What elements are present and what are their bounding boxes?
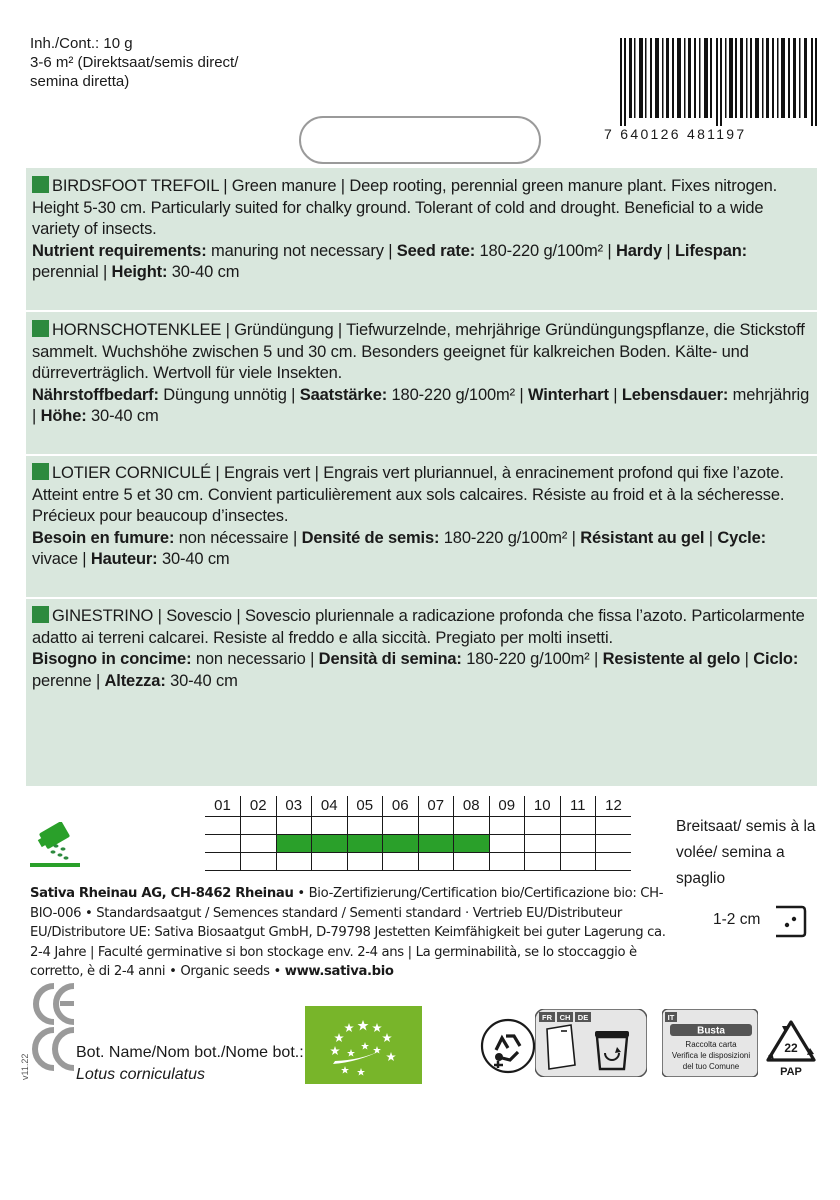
calendar-cell xyxy=(489,834,525,852)
busta-line-3: del tuo Comune xyxy=(682,1062,740,1071)
section-intro: | Sovescio | Sovescio pluriennale a radicazione profonda che fissa l’azoto. Particolarmente adatto ai terreni calcarei. Resiste al freddo e alla siccità. Pregiato per molti insetti. xyxy=(32,607,805,647)
calendar-cell xyxy=(489,852,525,870)
calendar-cell xyxy=(560,816,596,834)
country-tag-ch: CH xyxy=(559,1013,571,1022)
hang-hole xyxy=(299,116,541,164)
busta-line-2: Verifica le disposizioni xyxy=(671,1051,751,1060)
sowing-period-cell xyxy=(347,834,383,852)
calendar-cell xyxy=(418,852,454,870)
sowing-period-cell xyxy=(383,834,419,852)
section-german: HORNSCHOTENKLEE | Gründüngung | Tiefwurzelnde, mehrjährige Gründüngungspflanze, die Stickstoff sammelt. Wuchshöhe zwischen 5 und 30 cm. Besonders geeignet für kalkreichen Boden. Kälte- und dürreverträglich. Wertvoll für viele Insekten. Nährstoffbedarf: Düngung unnötig | Saatstärke: 180-220 g/100m² | Winterhart | Lebensdauer: mehrjährig | Höhe: 30-40 cm xyxy=(32,321,810,425)
sowing-depth: 1-2 cm xyxy=(713,911,761,928)
calendar-cell xyxy=(489,816,525,834)
calendar-cell xyxy=(596,816,632,834)
sowing-calendar xyxy=(205,796,631,871)
green-square-marker xyxy=(32,606,49,623)
calendar-cell xyxy=(312,852,348,870)
broadcast-sowing-icon xyxy=(30,822,80,868)
calendar-cell xyxy=(205,852,241,870)
calendar-cell xyxy=(312,816,348,834)
busta-line-1: Raccolta carta xyxy=(685,1040,737,1049)
month-label: 09 xyxy=(489,796,525,816)
section-title: GINESTRINO xyxy=(52,607,154,625)
sowing-period-cell xyxy=(454,834,490,852)
month-label: 06 xyxy=(383,796,419,816)
recycle-icon xyxy=(480,1018,536,1074)
month-label: 08 xyxy=(454,796,490,816)
calendar-cell xyxy=(525,834,561,852)
italian-paper-recycling-label xyxy=(662,1009,758,1077)
month-label: 04 xyxy=(312,796,348,816)
section-title: HORNSCHOTENKLEE xyxy=(52,321,222,339)
sowing-method: Breitsaat/ semis à la volée/ semina a spaglio xyxy=(676,818,816,887)
barcode-number: 7 640126 481197 xyxy=(604,126,747,142)
calendar-cell xyxy=(276,816,312,834)
calendar-cell xyxy=(241,816,277,834)
sowing-period-cell xyxy=(312,834,348,852)
sowing-period-cell xyxy=(276,834,312,852)
pap-number: 22 xyxy=(784,1041,798,1055)
month-label: 12 xyxy=(596,796,632,816)
botanical-name xyxy=(76,1042,304,1086)
calendar-cell xyxy=(205,816,241,834)
calendar-row xyxy=(205,852,631,870)
version-label: v11.22 xyxy=(20,1053,30,1080)
calendar-cell xyxy=(347,852,383,870)
section-italian: GINESTRINO | Sovescio | Sovescio pluriennale a radicazione profonda che fissa l’azoto. Particolarmente adatto ai terreni calcarei. Resiste al freddo e alla siccità. Pregiato per molti insetti. Bisogno in concime: non necessario | Densità di semina: 180-220 g/100m² | Resistente al gelo | Ciclo: perenne | Altezza: 30-40 cm xyxy=(32,607,805,690)
calendar-cell xyxy=(418,816,454,834)
green-square-marker xyxy=(32,320,49,337)
calendar-cell xyxy=(525,816,561,834)
website-link[interactable]: www.sativa.bio xyxy=(284,964,394,979)
calendar-cell xyxy=(596,834,632,852)
calendar-cell xyxy=(560,852,596,870)
country-tag-fr: FR xyxy=(542,1013,552,1022)
producer-details: • Bio-Zertifizierung/Certification bio/Certificazione bio: CH-BIO-006 • Standardsaatgut / Semences standard / Sementi standard · Vertrieb EU/Distributeur EU/Distributore UE: Sativa Biosaatgut GmbH, D-79798 Jestetten Keimfähigkeit bei guter Lagerung ca. 2-4 Jahre | Faculté germinative si bon stockage env. 2-4 ans | La germinabilità, se lo stoccaggio è corretto, è di 2-4 anni • Organic seeds • xyxy=(30,886,666,979)
pap-label: PAP xyxy=(780,1066,802,1078)
section-title: BIRDSFOOT TREFOIL xyxy=(52,177,219,195)
content-info: Inh./Cont.: 10 g 3-6 m² (Direktsaat/semis direct/ semina diretta) xyxy=(30,35,239,90)
sowing-period-cell xyxy=(418,834,454,852)
calendar-cell xyxy=(560,834,596,852)
section-intro: | Gründüngung | Tiefwurzelnde, mehrjährige Gründüngungspflanze, die Stickstoff sammelt. Wuchshöhe zwischen 5 und 30 cm. Besonders geeignet für kalkreichen Boden. Kälte- und dürreverträglich. Wertvoll für viele Insekten. xyxy=(32,321,805,382)
calendar-cell xyxy=(596,852,632,870)
month-label: 02 xyxy=(241,796,277,816)
calendar-cell xyxy=(454,816,490,834)
section-title: LOTIER CORNICULÉ xyxy=(52,464,211,482)
section-divider xyxy=(26,310,817,312)
section-english: BIRDSFOOT TREFOIL | Green manure | Deep rooting, perennial green manure plant. Fixes nitrogen. Height 5-30 cm. Particularly suited for chalky ground. Tolerant of cold and drought. Beneficial to a wide variety of insects. Nutrient requirements: manuring not necessary | Seed rate: 180-220 g/100m² | Hardy | Lifespan: perennial | Height: 30-40 cm xyxy=(32,177,778,281)
producer-company: Sativa Rheinau AG, CH-8462 Rheinau xyxy=(30,886,294,901)
month-label: 03 xyxy=(276,796,312,816)
green-square-marker xyxy=(32,176,49,193)
month-label: 11 xyxy=(560,796,596,816)
section-french: LOTIER CORNICULÉ | Engrais vert | Engrais vert pluriannuel, à enracinement profond qui fixe l’azote. Atteint entre 5 et 30 cm. Convient particulièrement aux sols calcaires. Résiste au froid et à la sécheresse. Précieux pour beaucoup d’insectes. Besoin en fumure: non nécessaire | Densité de semis: 180-220 g/100m² | Résistant au gel | Cycle: vivace | Hauteur: 30-40 cm xyxy=(32,464,785,568)
green-square-marker xyxy=(32,463,49,480)
calendar-cell xyxy=(525,852,561,870)
section-divider xyxy=(26,597,817,599)
sorting-bin-icon xyxy=(535,1009,647,1077)
section-intro: | Green manure | Deep rooting, perennial green manure plant. Fixes nitrogen. Height 5-30 cm. Particularly suited for chalky ground. Tolerant of cold and drought. Beneficial to a wide variety of insects. xyxy=(32,177,778,238)
calendar-cell xyxy=(383,852,419,870)
producer-info xyxy=(30,884,670,982)
calendar-row xyxy=(205,816,631,834)
calendar-cell xyxy=(383,816,419,834)
calendar-cell xyxy=(205,834,241,852)
it-tag: IT xyxy=(667,1013,675,1022)
eu-organic-leaf-icon xyxy=(305,1006,422,1084)
packaging-symbols-icon xyxy=(30,982,76,1072)
barcode xyxy=(620,38,820,126)
pap-recycling-code-icon xyxy=(762,1018,820,1078)
month-label: 01 xyxy=(214,797,231,815)
month-label: 07 xyxy=(418,796,454,816)
calendar-row xyxy=(205,834,631,852)
section-intro: | Engrais vert | Engrais vert pluriannuel, à enracinement profond qui fixe l’azote. Atteint entre 5 et 30 cm. Convient particulièrement aux sols calcaires. Résiste au froid et à la sécheresse. Précieux pour beaucoup d’insectes. xyxy=(32,464,785,525)
calendar-cell xyxy=(454,852,490,870)
calendar-cell xyxy=(241,852,277,870)
seed-depth-icon xyxy=(772,903,808,939)
month-label: 10 xyxy=(525,796,561,816)
country-tag-de: DE xyxy=(577,1013,589,1022)
botanical-label: Bot. Name/Nom bot./Nome bot.: xyxy=(76,1044,304,1061)
description-box xyxy=(26,168,817,786)
busta-title: Busta xyxy=(697,1025,725,1037)
month-label: 05 xyxy=(347,796,383,816)
calendar-cell xyxy=(347,816,383,834)
section-divider xyxy=(26,454,817,456)
calendar-cell xyxy=(276,852,312,870)
latin-name: Lotus corniculatus xyxy=(76,1066,205,1083)
calendar-cell xyxy=(241,834,277,852)
